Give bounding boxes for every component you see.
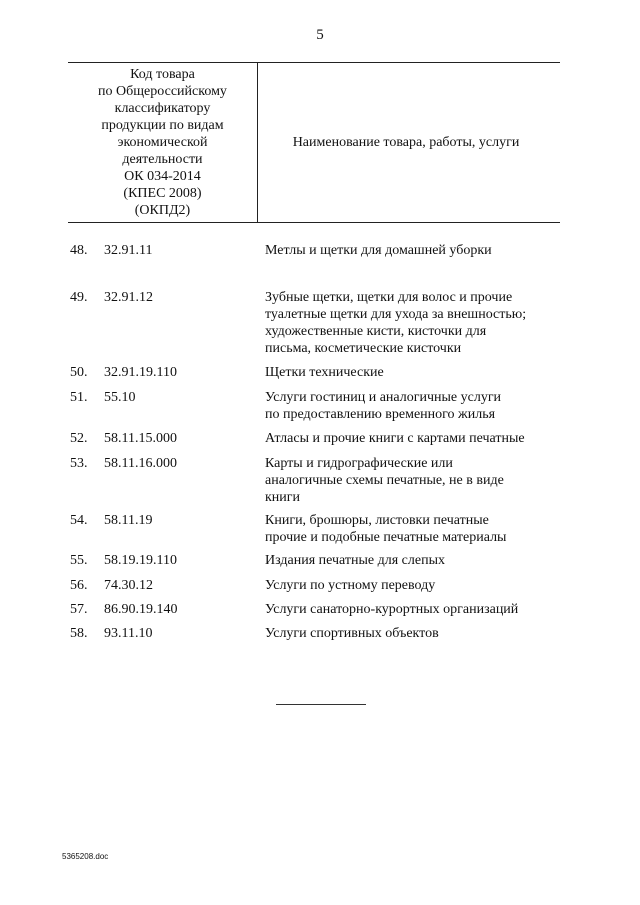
row-name-line: Книги, брошюры, листовки печатные — [265, 513, 489, 528]
row-code: 74.30.12 — [104, 578, 153, 593]
row-name-line: Услуги спортивных объектов — [265, 626, 439, 641]
row-number: 58. — [70, 626, 88, 641]
header-code-line: (ОКПД2) — [134, 203, 191, 218]
row-code: 58.11.19 — [104, 513, 153, 528]
row-name — [265, 389, 560, 423]
row-name-line: Зубные щетки, щетки для волос и прочие — [265, 290, 513, 305]
row-name — [265, 430, 560, 447]
row-code: 32.91.19.110 — [104, 365, 177, 380]
row-number: 50. — [70, 365, 88, 380]
row-name-line: Услуги санаторно-курортных организаций — [265, 602, 519, 617]
header-code-line: экономической — [117, 135, 208, 150]
row-number: 55. — [70, 553, 88, 568]
row-number: 57. — [70, 602, 88, 617]
row-number: 54. — [70, 513, 88, 528]
row-code: 32.91.12 — [104, 290, 153, 305]
row-name — [265, 577, 560, 594]
row-number: 53. — [70, 456, 88, 471]
header-code-line: (КПЕС 2008) — [123, 186, 202, 201]
table-header — [68, 62, 560, 223]
row-number: 56. — [70, 578, 88, 593]
document-id: 5365208.doc — [62, 852, 109, 861]
row-code: 93.11.10 — [104, 626, 153, 641]
row-code: 58.19.19.110 — [104, 553, 177, 568]
row-name — [265, 455, 560, 506]
header-code-line: деятельности — [122, 152, 203, 167]
row-name-line: Карты и гидрографические или — [265, 456, 453, 471]
row-code: 58.11.16.000 — [104, 456, 177, 471]
header-code-line: по Общероссийскому — [98, 84, 227, 99]
header-code-line: классификатору — [114, 101, 211, 116]
row-name-line: Услуги гостиниц и аналогичные услуги — [265, 390, 502, 405]
row-code: 32.91.11 — [104, 243, 153, 258]
row-name-line: по предоставлению временного жилья — [265, 407, 496, 422]
row-name-line: Атласы и прочие книги с картами печатные — [265, 431, 525, 446]
row-name — [265, 625, 560, 642]
row-code: 58.11.15.000 — [104, 431, 177, 446]
row-name-line: художественные кисти, кисточки для — [265, 324, 487, 339]
row-name-line: туалетные щетки для ухода за внешностью; — [265, 307, 527, 322]
row-name — [265, 512, 560, 546]
header-code-line: продукции по видам — [101, 118, 224, 133]
row-name-line: Услуги по устному переводу — [265, 578, 436, 593]
end-divider — [276, 704, 366, 705]
row-name — [265, 364, 560, 381]
row-number: 48. — [70, 243, 88, 258]
row-name-line: Щетки технические — [265, 365, 384, 380]
page-number: 5 — [316, 27, 324, 43]
row-name — [265, 242, 560, 259]
header-code-column — [68, 63, 258, 222]
row-name-line: аналогичные схемы печатные, не в виде — [265, 473, 504, 488]
row-name — [265, 552, 560, 569]
header-code-line: Код товара — [130, 67, 195, 82]
row-name-line: письма, косметические кисточки — [265, 341, 462, 356]
row-name-line: Метлы и щетки для домашней уборки — [265, 243, 492, 258]
row-name — [265, 289, 560, 357]
row-name-line: прочие и подобные печатные материалы — [265, 530, 507, 545]
header-name-column: Наименование товара, работы, услуги — [292, 134, 520, 150]
row-name-line: книги — [265, 490, 301, 505]
header-code-label — [98, 66, 227, 219]
row-name-line: Издания печатные для слепых — [265, 553, 445, 568]
row-number: 49. — [70, 290, 88, 305]
row-number: 51. — [70, 390, 88, 405]
row-code: 86.90.19.140 — [104, 602, 178, 617]
row-name — [265, 601, 560, 618]
row-number: 52. — [70, 431, 88, 446]
row-code: 55.10 — [104, 390, 136, 405]
header-code-line: ОК 034-2014 — [124, 169, 201, 184]
